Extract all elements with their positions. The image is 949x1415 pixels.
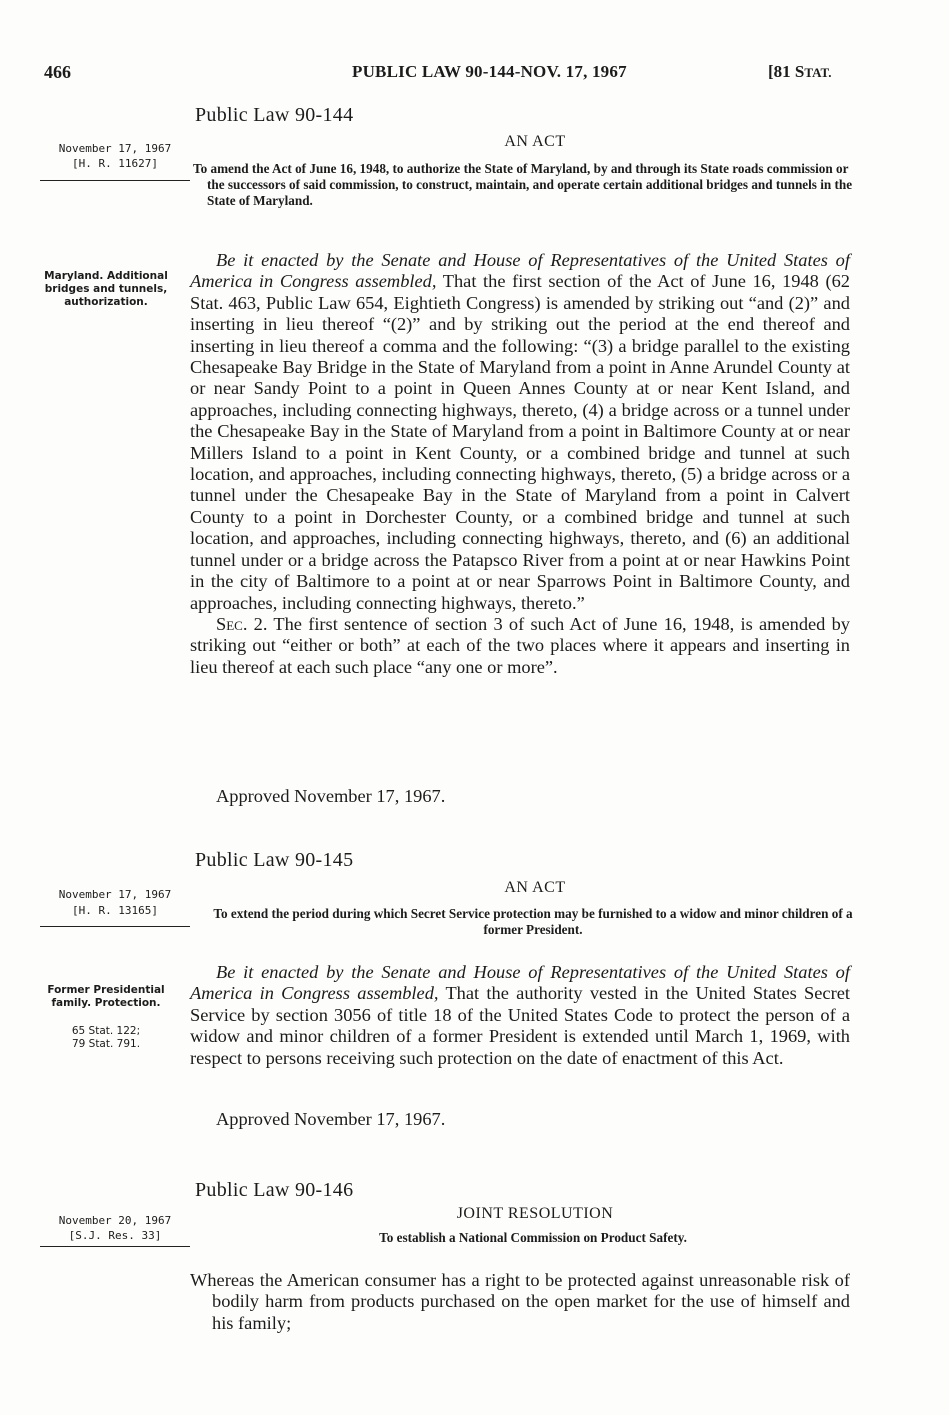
enacting-clause: Be it enacted by the Senate and House of Representatives of the United States of America in Congress assembled, [190, 250, 850, 292]
running-header [0, 62, 949, 88]
citation-ref: 79 Stat. 791. [71, 1038, 141, 1050]
enacting-clause: Be it enacted by the Senate and House of Representatives of the United States of America in Congress assembled, [190, 962, 850, 1004]
law-title: Public Law 90-146 [195, 1179, 354, 1201]
law-date: November 17, 1967 [58, 888, 172, 901]
law-date: November 17, 1967 [58, 142, 172, 155]
approval-line: Approved November 17, 1967. [216, 786, 446, 806]
law-title: Public Law 90-145 [195, 849, 354, 871]
whereas-text: Whereas the American consumer has a right to be protected against unreasonable risk of bodily harm from products purchased on the open market for the use of himself and his family; [190, 1270, 850, 1333]
whereas-clause [190, 1270, 850, 1334]
doc-type: JOINT RESOLUTION [456, 1205, 614, 1222]
margin-rule [40, 1246, 190, 1247]
volume-citation [768, 62, 831, 82]
law-date: November 20, 1967 [58, 1214, 172, 1227]
section-text: That the authority vested in the United States Secret Service by section 3056 of title 18 of the United States Code to protect the person of a widow and minor children of a former President is extended until March 1, 1969, with respect to persons receiving such protection on the date of enactment of this Act. [190, 983, 850, 1068]
bill-number: [H. R. 11627] [71, 157, 159, 170]
resolution-purpose: To establish a National Commission on Product Safety. [379, 1230, 687, 1245]
doc-type: AN ACT [504, 879, 566, 896]
act-body [190, 250, 850, 678]
running-head: PUBLIC LAW 90-144-NOV. 17, 1967 [352, 62, 627, 81]
act-body [190, 962, 850, 1069]
act-purpose: To extend the period during which Secret Service protection may be furnished to a widow and minor children of a former President. [213, 906, 853, 937]
section-2-text: The first sentence of section 3 of such Act of June 16, 1948, is amended by striking out “either or both” at each of the two places where it appears and inserting in lieu thereof at each such place “any one or more”. [190, 613, 850, 677]
page-number: 466 [44, 62, 71, 82]
margin-note: Former Presidential family. Protection. [47, 984, 165, 1009]
section-2-label: Sec. 2. [216, 613, 268, 634]
act-purpose: To amend the Act of June 16, 1948, to authorize the State of Maryland, by and through its State roads commission or the successors of said commission, to construct, maintain, and operate certain additional bridges and tunnels in the State of Maryland. [193, 161, 853, 208]
law-title: Public Law 90-144 [195, 104, 354, 126]
volume-prefix: [81 S [768, 62, 805, 81]
volume-suffix: TAT. [804, 65, 832, 80]
bill-number: [H. R. 13165] [71, 904, 159, 917]
section-1-text: That the first section of the Act of June 16, 1948 (62 Stat. 463, Public Law 654, Eightieth Congress) is amended by striking out “and (2)” and inserting in lieu thereof “(2)” and by striking out the period at the end thereof and inserting in lieu thereof a comma and the following: “(3) a bridge parallel to the existing Chesapeake Bay Bridge in the State of Maryland from a point in Anne Arundel County at or near Sandy Point to a point in Queen Annes County at or near Kent Island, and approaches, including connecting highways, thereto, (4) a bridge across or a tunnel under the Chesapeake Bay in the State of Maryland from a point in Baltimore County at or near Millers Island to a point in Kent County, or a combined bridge and tunnel at such location, and approaches, including connecting highways, thereto, (5) a bridge across or a tunnel under the Chesapeake Bay in the State of Maryland from a point in Calvert County to a point in Dorchester County, or a combined bridge and tunnel at such location, and approaches, including connecting highways, thereto, and (6) an additional tunnel under or a bridge across the Patapsco River from a point at or near Hawkins Point in the city of Baltimore to a point at or near Sparrows Point in Baltimore County, and approaches, including connecting highways, thereto.” [190, 271, 850, 613]
margin-rule [40, 180, 190, 181]
doc-type: AN ACT [504, 133, 566, 150]
margin-rule [40, 926, 190, 927]
approval-line: Approved November 17, 1967. [216, 1109, 446, 1129]
margin-note: Maryland. Additional bridges and tunnels, authorization. [44, 270, 168, 308]
bill-number: [S.J. Res. 33] [68, 1229, 162, 1242]
citation-ref: 65 Stat. 122; [71, 1025, 141, 1037]
